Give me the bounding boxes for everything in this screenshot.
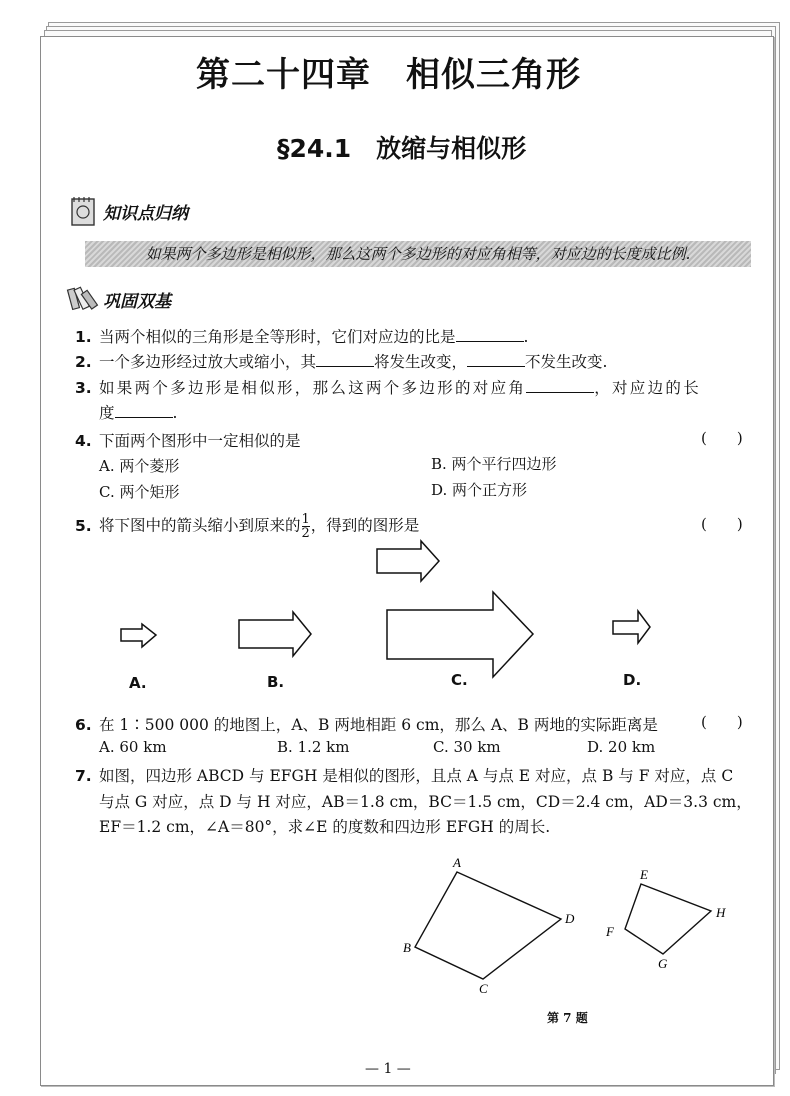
q4-option-c[interactable]: C. 两个矩形 (99, 483, 180, 501)
q6-option-c[interactable]: C. 30 km (433, 738, 501, 756)
q6-option-d[interactable]: D. 20 km (587, 738, 656, 756)
knowledge-header: 知识点归纳 (103, 204, 188, 224)
answer-parentheses[interactable]: ( ) (701, 515, 743, 533)
vertex-g: G (658, 956, 668, 971)
q4-option-b[interactable]: B. 两个平行四边形 (431, 455, 557, 473)
q4-option-a[interactable]: A. 两个菱形 (99, 457, 180, 475)
vertex-c: C (479, 981, 488, 996)
option-label-b: B. (267, 673, 285, 691)
question-6: 6. 在 1∶500 000 的地图上，A、B 两地相距 6 cm，那么 A、B 两地的实际距离是 (75, 716, 658, 734)
q6-option-a[interactable]: A. 60 km (99, 738, 167, 756)
quadrilateral-abcd (415, 872, 561, 979)
chapter-title: 第二十四章 相似三角形 (196, 55, 581, 95)
section-title: §24.1 放缩与相似形 (277, 134, 527, 163)
page-number: — 1 — (365, 1061, 411, 1077)
question-1: 1. 当两个相似的三角形是全等形时，它们对应边的比是 . (75, 328, 529, 346)
vertex-a: A (453, 855, 461, 870)
vertex-b: B (403, 940, 411, 955)
q4-option-d[interactable]: D. 两个正方形 (431, 481, 528, 499)
vertex-d: D (565, 911, 575, 926)
page-stack (18, 18, 778, 1077)
question-3-cont: 度 . (99, 404, 178, 422)
question-7-line-2: 与点 G 对应，点 D 与 H 对应，AB＝1.8 cm，BC＝1.5 cm，CD＝2.4 cm，AD＝3.3 cm， (99, 793, 752, 811)
option-label-d: D. (623, 671, 642, 689)
vertex-f: F (606, 924, 614, 939)
question-2: 2. 一个多边形经过放大或缩小，其 将发生改变， 不发生改变. (75, 353, 608, 371)
vertex-e: E (640, 867, 648, 882)
question-7: 7. 如图，四边形 ABCD 与 EFGH 是相似的图形，且点 A 与点 E 对应，点 B 与 F 对应，点 C (75, 767, 734, 785)
practice-header: 巩固双基 (103, 292, 171, 312)
q7-quadrilaterals-figure (41, 37, 773, 1085)
answer-parentheses[interactable]: ( ) (701, 713, 743, 731)
question-3: 3. 如果两个多边形是相似形，那么这两个多边形的对应角 ，对应边的长 (75, 379, 702, 397)
question-5: 5. 将下图中的箭头缩小到原来的 $\frac{1}{2}$ ，得到的图形是 (75, 512, 420, 541)
option-label-c: C. (451, 671, 468, 689)
workbook-page (40, 36, 774, 1086)
fraction-one-half: $\frac{1}{2}$ (301, 512, 310, 541)
option-label-a: A. (129, 674, 147, 692)
answer-parentheses[interactable]: ( ) (701, 429, 743, 447)
question-7-line-3: EF＝1.2 cm，∠A＝80°，求∠E 的度数和四边形 EFGH 的周长. (99, 818, 551, 836)
knowledge-summary: 如果两个多边形是相似形，那么这两个多边形的对应角相等，对应边的长度成比例. (85, 241, 751, 267)
figure-caption: 第 7 题 (547, 1011, 588, 1025)
question-4: 4. 下面两个图形中一定相似的是 (75, 432, 301, 450)
q6-option-b[interactable]: B. 1.2 km (277, 738, 350, 756)
quadrilateral-efgh (625, 884, 711, 954)
vertex-h: H (716, 905, 726, 920)
